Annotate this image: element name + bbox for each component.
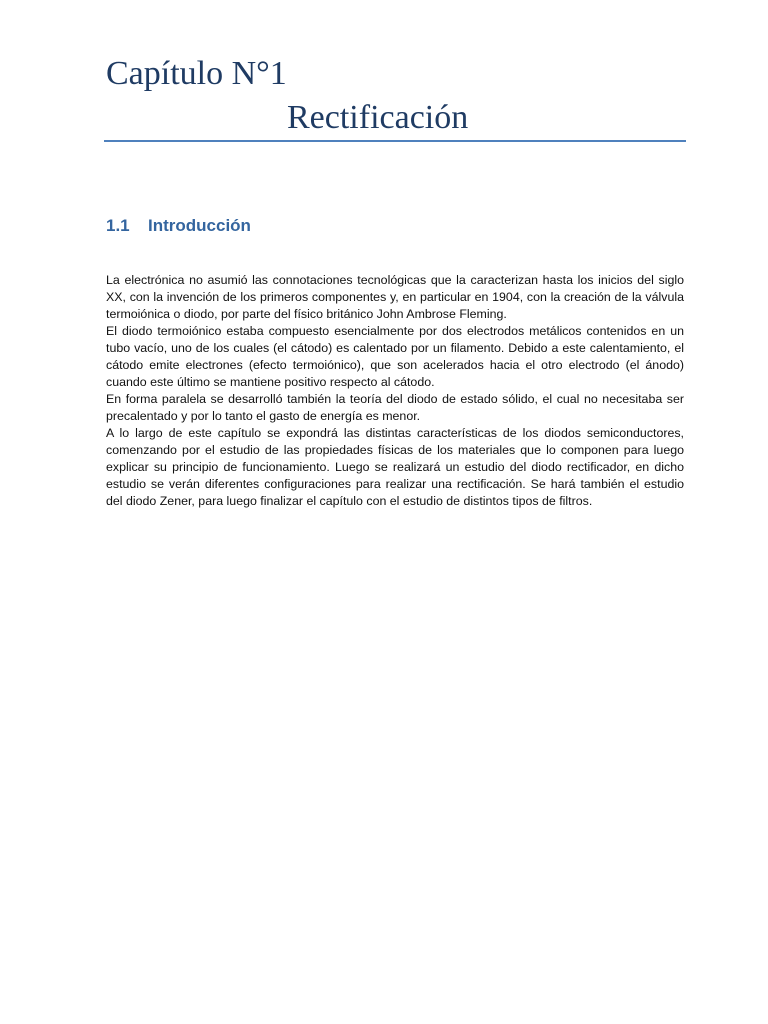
chapter-topic-title: Rectificación [287,99,469,136]
section-title: Introducción [148,216,251,235]
section-number: 1.1 [106,216,130,235]
paragraph-4: A lo largo de este capítulo se expondrá las distintas características de los diodos semiconductores, comenzando por el estudio de las propiedades físicas de los materiales que lo componen para luego explicar su principio de funcionamiento. Luego se realizará un estudio del diodo rectificador, en dicho estudio se verán diferentes configuraciones para realizar una rectificación. Se hará también el estudio del diodo Zener, para luego finalizar el capítulo con el estudio de distintos tipos de filtros. [106,426,684,508]
title-divider [104,140,686,142]
chapter-title [106,52,686,140]
chapter-number-title: Capítulo N°1 [106,55,287,92]
introduction-body [106,272,684,510]
section-heading [106,214,251,238]
paragraph-2: El diodo termoiónico estaba compuesto esencialmente por dos electrodos metálicos contenidos en un tubo vacío, uno de los cuales (el cátodo) es calentado por un filamento. Debido a este calentamiento, el cátodo emite electrones (efecto termoiónico), que son acelerados hacia el otro electrodo (el ánodo) cuando este último se mantiene positivo respecto al cátodo. [106,324,684,389]
paragraph-3: En forma paralela se desarrolló también la teoría del diodo de estado sólido, el cual no necesitaba ser precalentado y por lo tanto el gasto de energía es menor. [106,392,684,423]
paragraph-1: La electrónica no asumió las connotaciones tecnológicas que la caracterizan hasta los inicios del siglo XX, con la invención de los primeros componentes y, en particular en 1904, con la creación de la válvula termoiónica o diodo, por parte del físico británico John Ambrose Fleming. [106,273,684,321]
